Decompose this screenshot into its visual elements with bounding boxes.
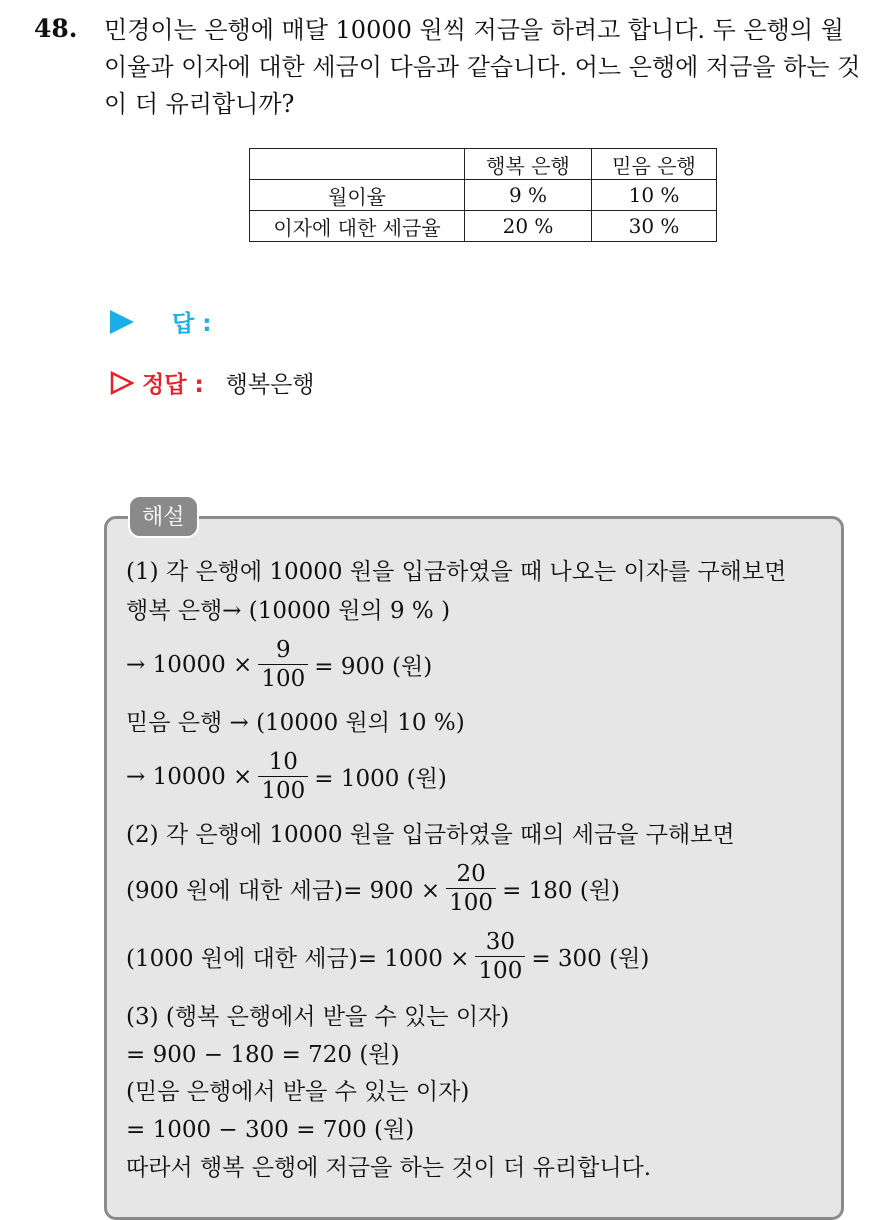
- outline-triangle-icon: [110, 371, 134, 395]
- denominator: 100: [258, 664, 308, 693]
- fraction: [446, 860, 496, 917]
- formula-result: = 900 (원): [314, 654, 433, 680]
- formula-result: = 1000 (원): [314, 766, 447, 792]
- explanation-line: 따라서 행복 은행에 저금을 하는 것이 더 유리합니다.: [126, 1155, 652, 1181]
- correct-answer-label: 정답 :: [142, 372, 204, 398]
- formula-result: = 180 (원): [502, 878, 621, 904]
- denominator: 100: [475, 956, 525, 985]
- table-cell: 20 %: [465, 211, 592, 242]
- fraction: [258, 748, 308, 805]
- denominator: 100: [446, 888, 496, 917]
- formula-text: (900 원에 대한 세금)= 900 ×: [126, 878, 441, 904]
- question-number: 48.: [34, 14, 78, 43]
- denominator: 100: [258, 776, 308, 805]
- table-cell: 월이율: [250, 180, 465, 211]
- explanation-line: (2) 각 은행에 10000 원을 입금하였을 때의 세금을 구해보면: [126, 822, 735, 848]
- table-row: [250, 180, 717, 211]
- explanation-formula: [126, 860, 620, 917]
- formula-text: (1000 원에 대한 세금)= 1000 ×: [126, 946, 470, 972]
- explanation-line: 행복 은행→ (10000 원의 9 % ): [126, 598, 451, 624]
- rate-table: [249, 148, 717, 242]
- numerator: 20: [456, 861, 486, 887]
- correct-answer-row: [110, 366, 315, 399]
- explanation-line: = 900 − 180 = 720 (원): [126, 1042, 400, 1068]
- table-cell: 10 %: [592, 180, 717, 211]
- fraction: [258, 636, 308, 693]
- formula-result: = 300 (원): [531, 946, 650, 972]
- table-header-row: [250, 149, 717, 180]
- explanation-line: (믿음 은행에서 받을 수 있는 이자): [126, 1079, 470, 1105]
- formula-text: → 10000 ×: [126, 651, 253, 678]
- explanation-formula: [126, 636, 432, 693]
- answer-label: 답 :: [172, 311, 212, 337]
- table-cell: 30 %: [592, 211, 717, 242]
- explanation-formula: [126, 928, 649, 985]
- formula-text: → 10000 ×: [126, 763, 253, 790]
- numerator: 10: [268, 749, 298, 775]
- question-text: 민경이는 은행에 매달 10000 원씩 저금을 하려고 합니다. 두 은행의 월이율과 이자에 대한 세금이 다음과 같습니다. 어느 은행에 저금을 하는 것이 더 유리합니까?: [104, 16, 861, 118]
- explanation-tag: 해설: [128, 495, 199, 538]
- explanation-line: = 1000 − 300 = 700 (원): [126, 1117, 415, 1143]
- explanation-formula: [126, 748, 447, 805]
- explanation-line: 믿음 은행 → (10000 원의 10 %): [126, 710, 465, 736]
- table-header-cell: 믿음 은행: [592, 149, 717, 180]
- table-row: [250, 211, 717, 242]
- play-triangle-icon: [110, 310, 134, 334]
- numerator: 9: [275, 637, 291, 663]
- explanation-line: (3) (행복 은행에서 받을 수 있는 이자): [126, 1004, 510, 1030]
- table-cell: 이자에 대한 세금율: [250, 211, 465, 242]
- table-cell: 9 %: [465, 180, 592, 211]
- table-header-cell: 행복 은행: [465, 149, 592, 180]
- explanation-line: (1) 각 은행에 10000 원을 입금하였을 때 나오는 이자를 구해보면: [126, 559, 787, 585]
- fraction: [475, 928, 525, 985]
- correct-answer-value: 행복은행: [225, 372, 315, 398]
- numerator: 30: [485, 929, 516, 955]
- table-header-cell: [250, 149, 465, 180]
- answer-row: [110, 305, 211, 338]
